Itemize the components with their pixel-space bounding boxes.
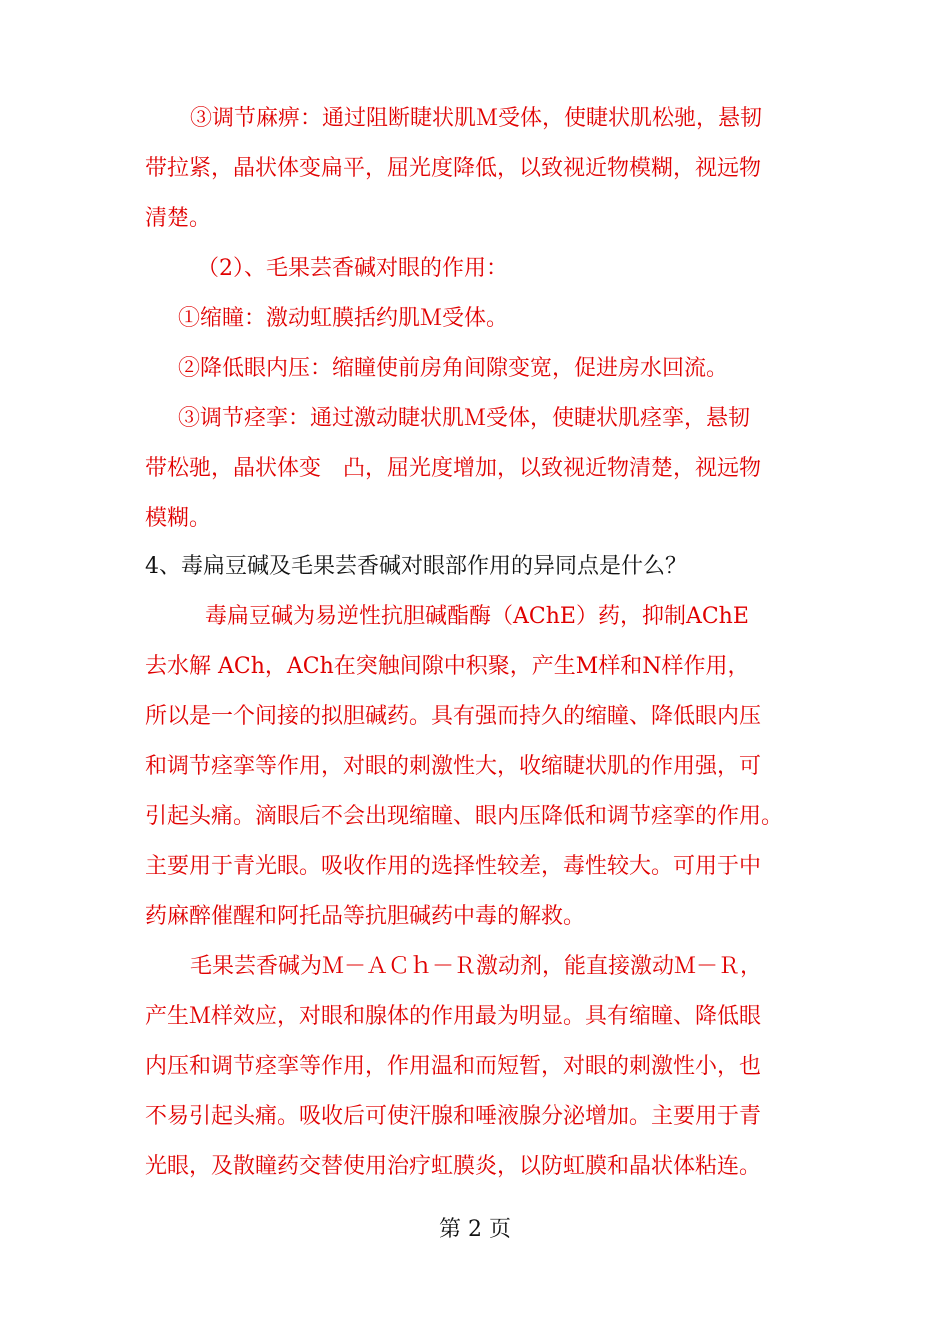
text-line-16: 主要用于青光眼。吸收作用的选择性较差，毒性较大。可用于中 bbox=[145, 854, 762, 879]
text-line-17: 药麻醉催醒和阿托品等抗胆碱药中毒的解救。 bbox=[145, 904, 586, 929]
text-line-20: 内压和调节痉挛等作用，作用温和而短暂，对眼的刺激性小，也 bbox=[145, 1054, 762, 1079]
text-line-2: 带拉紧，晶状体变扁平，屈光度降低，以致视近物模糊，视远物 bbox=[145, 156, 762, 181]
text-line-15: 引起头痛。滴眼后不会出现缩瞳、眼内压降低和调节痉挛的作用。 bbox=[145, 804, 784, 829]
page-number: 第 2 页 bbox=[439, 1217, 511, 1242]
text-line-3: 清楚。 bbox=[145, 206, 212, 231]
text-line-19: 产生Ｍ样效应，对眼和腺体的作用最为明显。具有缩瞳、降低眼 bbox=[145, 1004, 762, 1029]
text-line-12: 去水解 ACh，ACh在突触间隙中积聚，产生M样和N样作用， bbox=[145, 654, 750, 679]
text-line-11: 毒扁豆碱为易逆性抗胆碱酯酶（AChE）药，抑制AChE bbox=[205, 604, 749, 629]
text-line-8: 带松驰，晶状体变 凸，屈光度增加，以致视近物清楚，视远物 bbox=[145, 456, 762, 481]
question-heading: 4、毒扁豆碱及毛果芸香碱对眼部作用的异同点是什么？ bbox=[145, 554, 687, 579]
text-line-6: ②降低眼内压：缩瞳使前房角间隙变宽，促进房水回流。 bbox=[178, 356, 729, 381]
text-line-13: 所以是一个间接的拟胆碱药。具有强而持久的缩瞳、降低眼内压 bbox=[145, 704, 762, 729]
text-line-1: ③调节麻痹：通过阻断睫状肌Ｍ受体，使睫状肌松驰，悬韧 bbox=[190, 106, 763, 131]
text-line-22: 光眼，及散瞳药交替使用治疗虹膜炎，以防虹膜和晶状体粘连。 bbox=[145, 1154, 762, 1179]
text-line-4: （2）、毛果芸香碱对眼的作用： bbox=[197, 256, 508, 281]
text-line-21: 不易引起头痛。吸收后可使汗腺和唾液腺分泌增加。主要用于青 bbox=[145, 1104, 762, 1129]
text-line-14: 和调节痉挛等作用，对眼的刺激性大，收缩睫状肌的作用强，可 bbox=[145, 754, 762, 779]
text-line-18: 毛果芸香碱为Ｍ－ＡＣｈ－Ｒ激动剂，能直接激动Ｍ－Ｒ， bbox=[190, 954, 763, 979]
text-line-5: ①缩瞳：激动虹膜括约肌Ｍ受体。 bbox=[178, 306, 509, 331]
text-line-9: 模糊。 bbox=[145, 506, 212, 531]
text-line-7: ③调节痉挛：通过激动睫状肌Ｍ受体，使睫状肌痉挛，悬韧 bbox=[178, 406, 751, 431]
